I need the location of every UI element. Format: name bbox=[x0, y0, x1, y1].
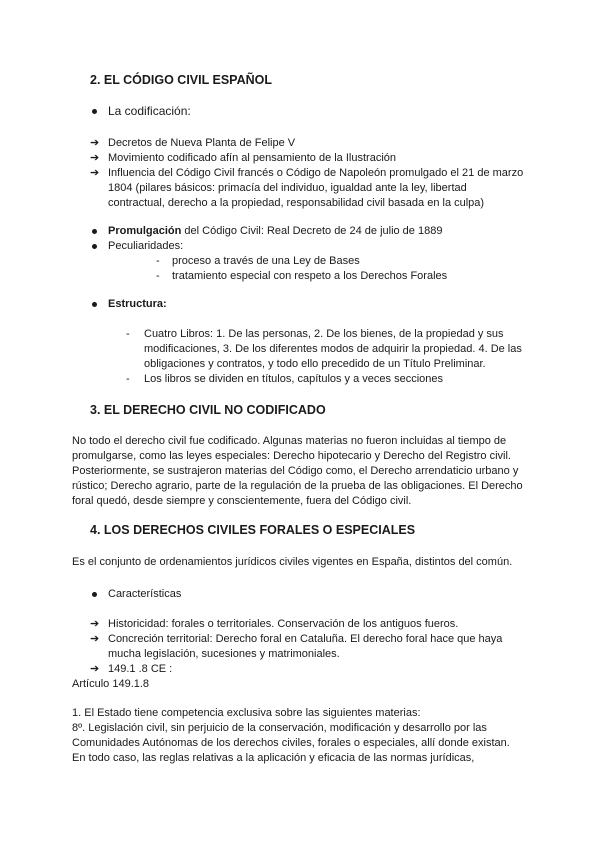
estructura-item: Cuatro Libros: 1. De las personas, 2. De los bienes, de la propiedad y sus bbox=[144, 328, 504, 340]
estructura-item-continuation: modificaciones, 3. De los diferentes modos de adquirir la propiedad. 4. De las bbox=[144, 343, 522, 355]
paragraph-line: Es el conjunto de ordenamientos jurídicos civiles vigentes en España, distintos del común. bbox=[72, 556, 513, 568]
articulo-line: En todo caso, las reglas relativas a la aplicación y eficacia de las normas jurídicas, bbox=[72, 752, 475, 764]
arrow-item: Influencia del Código Civil francés o Código de Napoleón promulgado el 21 de marzo bbox=[108, 167, 524, 179]
arrow-item: Concreción territorial: Derecho foral en Cataluña. El derecho foral hace que haya bbox=[108, 633, 503, 645]
arrow-right-icon: ➔ bbox=[90, 137, 100, 149]
bullet-dot-icon bbox=[92, 302, 97, 307]
paragraph-line: Posteriormente, se sustrajeron materias del Código como, el Derecho arrendaticio urbano y bbox=[72, 465, 519, 477]
paragraph-line: rústico; Derecho agrario, parte de la regulación de la prueba de las obligaciones. El Derecho bbox=[72, 480, 523, 492]
paragraph-line: promulgarse, como las leyes especiales: Derecho hipotecario y Derecho del Registro civil. bbox=[72, 450, 511, 462]
bullet-dot-icon bbox=[92, 229, 97, 234]
articulo-line: Comunidades Autónomas de los derechos civiles, forales o especiales, allí donde existan. bbox=[72, 737, 510, 749]
arrow-right-icon: ➔ bbox=[90, 152, 100, 164]
arrow-right-icon: ➔ bbox=[90, 663, 100, 675]
estructura-item-continuation: obligaciones y contratos, y todo ello precedido de un Título Preliminar. bbox=[144, 358, 486, 370]
arrow-item-continuation: mucha legislación, sucesiones y matrimoniales. bbox=[108, 648, 340, 660]
estructura-label: Estructura: bbox=[108, 298, 167, 310]
peculiaridades-item: tratamiento especial con respeto a los Derechos Forales bbox=[172, 270, 448, 282]
codificacion-label: La codificación: bbox=[108, 104, 191, 118]
caracteristicas-label: Características bbox=[108, 588, 182, 600]
arrow-right-icon: ➔ bbox=[90, 618, 100, 630]
articulo-line: 1. El Estado tiene competencia exclusiva sobre las siguientes materias: bbox=[72, 707, 421, 719]
bullet-dot-icon bbox=[92, 109, 97, 114]
arrow-item: Historicidad: forales o territoriales. Conservación de los antiguos fueros. bbox=[108, 618, 459, 630]
bullet-dot-icon bbox=[92, 592, 97, 597]
arrow-item: 149.1 .8 CE : bbox=[108, 663, 173, 675]
promulgacion-line bbox=[108, 224, 442, 238]
arrow-right-icon: ➔ bbox=[90, 633, 100, 645]
paragraph-line: foral quedó, desde siempre y conscientemente, fuera del Código civil. bbox=[72, 495, 412, 507]
arrow-item: Movimiento codificado afín al pensamiento de la Ilustración bbox=[108, 152, 396, 164]
paragraph-line: No todo el derecho civil fue codificado. Algunas materias no fueron incluidas al tiempo de bbox=[72, 435, 507, 447]
estructura-item: Los libros se dividen en títulos, capítulos y a veces secciones bbox=[144, 373, 443, 385]
bullet-dot-icon bbox=[92, 244, 97, 249]
arrow-item-continuation: 1804 (pilares básicos: primacía del individuo, igualdad ante la ley, libertad bbox=[108, 182, 467, 194]
arrow-item-continuation: contractual, derecho a la propiedad, responsabilidad civil basada en la culpa) bbox=[108, 197, 485, 209]
section-heading-2: 2. EL CÓDIGO CIVIL ESPAÑOL bbox=[90, 73, 272, 87]
arrow-item: Decretos de Nueva Planta de Felipe V bbox=[108, 137, 296, 149]
promulgacion-bold: Promulgación bbox=[108, 225, 182, 237]
peculiaridades-item: proceso a través de una Ley de Bases bbox=[172, 255, 360, 267]
dash-icon: - bbox=[156, 255, 160, 267]
articulo-line: 8º. Legislación civil, sin perjuicio de la conservación, modificación y desarrollo por las bbox=[72, 722, 487, 734]
peculiaridades-label: Peculiaridades: bbox=[108, 240, 184, 252]
dash-icon: - bbox=[126, 373, 130, 385]
arrow-right-icon: ➔ bbox=[90, 167, 100, 179]
dash-icon: - bbox=[126, 328, 130, 340]
articulo-title: Artículo 149.1.8 bbox=[72, 678, 150, 690]
section-heading-3: 3. EL DERECHO CIVIL NO CODIFICADO bbox=[90, 403, 326, 417]
dash-icon: - bbox=[156, 270, 160, 282]
section-heading-4: 4. LOS DERECHOS CIVILES FORALES O ESPECIALES bbox=[90, 523, 416, 537]
promulgacion-text: del Código Civil: Real Decreto de 24 de julio de 1889 bbox=[181, 225, 443, 237]
